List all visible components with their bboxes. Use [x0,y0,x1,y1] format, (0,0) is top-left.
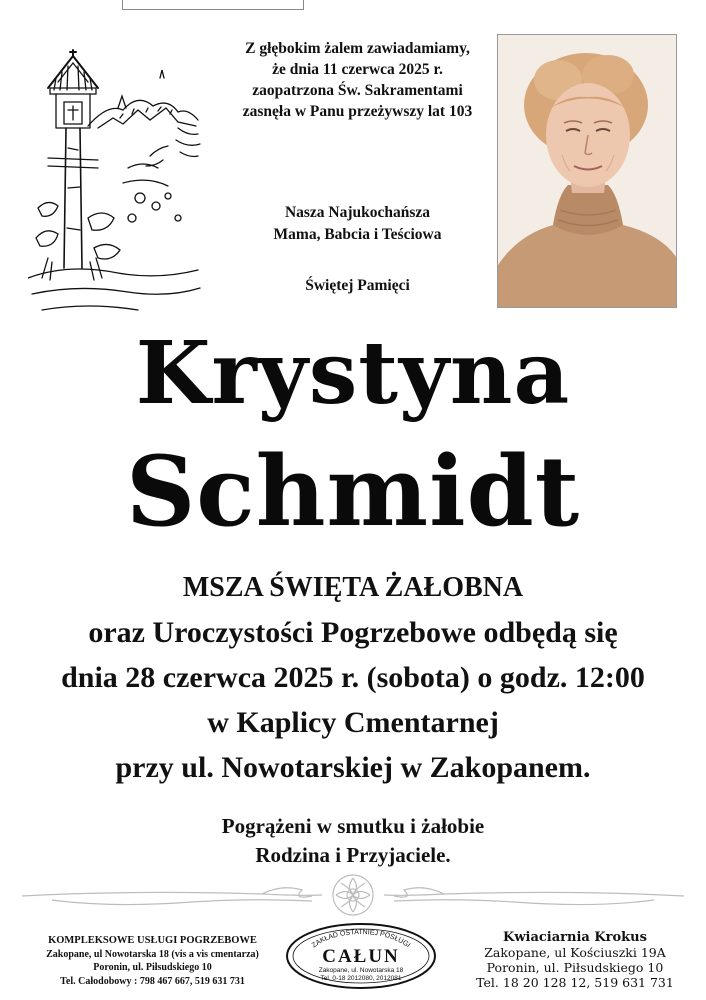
mourners-line: Pogrążeni w smutku i żałobie [221,814,485,838]
florist-line: Tel. 18 20 128 12, 519 631 731 [476,975,674,990]
memory-heading: Świętej Pamięci [305,277,410,294]
stamp-address: Zakopane, ul. Nowotarska 18 [318,967,404,974]
announcement-intro [215,38,500,122]
family-line: Mama, Babcia i Teściowa [273,226,442,243]
service-line: oraz Uroczystości Pogrzebowe odbędą się [88,616,618,649]
funeral-home-line: Zakopane, ul Nowotarska 18 (vis a vis cmentarza) [46,948,259,960]
stamp-name: CAŁUN [322,946,400,967]
family-relation [215,202,500,246]
mourners [0,812,706,870]
service-heading: MSZA ŚWIĘTA ŻAŁOBNA [182,572,524,603]
intro-line: zaopatrzona Św. Sakramentami [252,82,463,99]
intro-line: Z głębokim żalem zawiadamiamy, [245,40,470,57]
portrait-photo [497,34,677,308]
top-edge-frame [122,0,304,10]
stamp-arc-text: ZAKŁAD OSTATNIEJ POSŁUGI [310,928,412,950]
florist-line: Zakopane, ul Kościuszki 19A [484,945,666,960]
florist-title: Kwiaciarnia Krokus [503,930,647,945]
funeral-home-title: KOMPLEKSOWE USŁUGI POGRZEBOWE [48,935,257,946]
intro-line: że dnia 11 czerwca 2025 r. [272,61,443,78]
funeral-home-line: Poronin, ul. Piłsudskiego 10 [93,962,212,973]
floral-divider-icon [12,870,694,920]
stamp-phone: Tel. 0-18 2012080, 2012081 [320,975,402,982]
florist-line: Poronin, ul. Piłsudskiego 10 [486,960,664,975]
service-line: w Kaplicy Cmentarnej [207,706,499,739]
florist-right [450,930,700,990]
service-details [0,565,706,790]
deceased-last-name: Schmidt [125,435,581,548]
mourners-line: Rodzina i Przyjaciele. [255,843,451,867]
family-line: Nasza Najukochańsza [284,204,431,221]
service-line: przy ul. Nowotarskiej w Zakopanem. [115,751,591,784]
service-line: dnia 28 czerwca 2025 r. (sobota) o godz. 12:00 [61,661,645,694]
wayside-shrine-icon [28,48,203,320]
funeral-home-left [10,934,295,988]
funeral-home-line: Tel. Całodobowy : 798 467 667, 519 631 731 [60,975,245,987]
deceased-first-name: Krystyna [135,323,571,424]
calun-stamp-logo [283,920,439,990]
intro-line: zasnęła w Panu przeżywszy lat 103 [242,103,473,120]
